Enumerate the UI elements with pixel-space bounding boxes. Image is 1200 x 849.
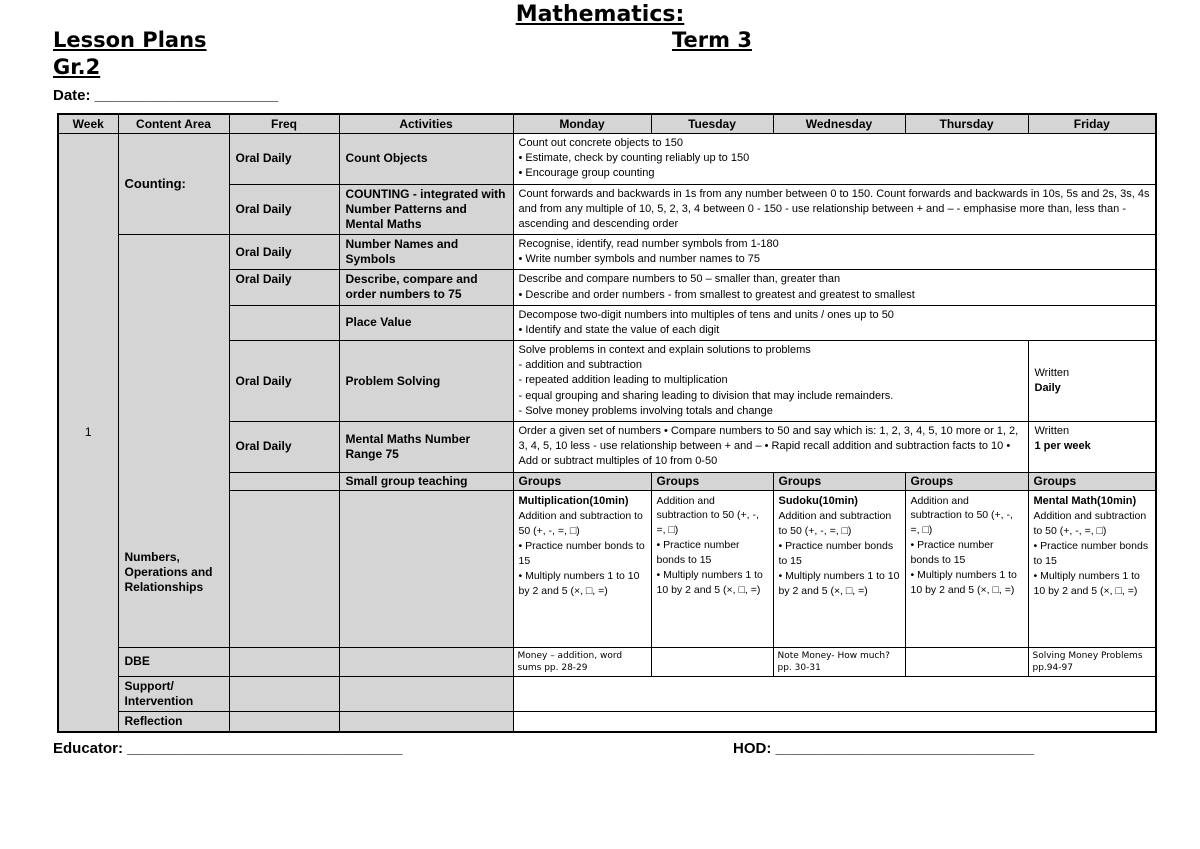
content-line: - repeated addition leading to multiplication [518,374,728,387]
freq-cell: Oral Daily [229,341,339,422]
content-area-numbers: Numbers, Operations and Relationships [118,235,229,648]
freq-cell: Oral Daily [229,235,339,270]
dbe-wednesday-cell: Note Money- How much? pp. 30-31 [773,647,905,676]
content-line: Addition and subtraction to 50 (+, -, =, □) [910,494,1013,537]
content-area-dbe: DBE [118,647,229,676]
content-line: • Multiply numbers 1 to 10 by 2 and 5 (×, □, =) [778,569,900,597]
day-content-cell [513,305,1156,340]
lesson-plan-table [57,113,1157,733]
activity-cell-empty [339,490,513,647]
content-line: • Estimate, check by counting reliably up to 150 [518,151,750,164]
freq-cell [229,676,339,711]
written-label: Written [1034,366,1070,379]
header-cell-friday: Friday [1028,114,1156,133]
content-line: • Practice number bonds to 15 [656,539,740,567]
dbe-friday-cell: Solving Money Problems pp.94-97 [1028,647,1156,676]
header-cell-wednesday: Wednesday [773,114,905,133]
friday-written-cell [1028,422,1156,473]
content-area-support: Support/ Intervention [118,676,229,711]
group-heading: Mental Math(10min) [1033,494,1137,507]
day-content-cell [513,270,1156,305]
freq-cell [229,472,339,490]
content-line: • Multiply numbers 1 to 10 by 2 and 5 (×, □, =) [1033,569,1140,597]
activity-problem-solving: Problem Solving [339,341,513,422]
lesson-plans-heading: Lesson Plans [53,28,207,52]
reflection-notes-cell [513,711,1156,732]
activity-mental-maths: Mental Maths Number Range 75 [339,422,513,473]
friday-written-cell [1028,341,1156,422]
table-row [58,711,1156,732]
content-line: Addition and subtraction to 50 (+, -, =, □) [1033,510,1147,538]
groups-header-thursday: Groups [905,472,1028,490]
header-cell-tuesday: Tuesday [651,114,773,133]
activity-number-names: Number Names and Symbols [339,235,513,270]
content-line: • Multiply numbers 1 to 10 by 2 and 5 (×, □, =) [518,569,640,597]
day-content-cell [513,184,1156,235]
group-cell-friday [1028,490,1156,647]
hod-signature-line: HOD: _______________________________ [733,740,1035,757]
content-line: Recognise, identify, read number symbols from 1-180 [518,238,779,251]
content-line: • Multiply numbers 1 to 10 by 2 and 5 (×, □, =) [656,569,763,596]
content-line: - addition and subtraction [518,359,643,372]
freq-cell [229,711,339,732]
group-cell-wednesday [773,490,905,647]
activity-counting-integrated: COUNTING - integrated with Number Patterns and Mental Maths [339,184,513,235]
activity-small-group-teaching: Small group teaching [339,472,513,490]
table-row [58,647,1156,676]
freq-cell [229,305,339,340]
term-heading: Term 3 [672,28,752,52]
header-cell-content-area: Content Area [118,114,229,133]
freq-cell [229,647,339,676]
day-content-cell [513,422,1028,473]
header-cell-week: Week [58,114,118,133]
activity-cell-empty [339,711,513,732]
dbe-tuesday-cell [651,647,773,676]
content-line: • Practice number bonds to 15 [518,539,645,567]
day-content-cell [513,235,1156,270]
activity-cell-empty [339,647,513,676]
written-frequency: 1 per week [1034,440,1091,453]
written-frequency: Daily [1034,382,1061,395]
header-cell-thursday: Thursday [905,114,1028,133]
grade-heading: Gr.2 [53,55,101,79]
content-line: • Practice number bonds to 15 [778,539,894,567]
content-line: - Solve money problems involving totals and change [518,404,773,417]
dbe-thursday-cell [905,647,1028,676]
group-cell-thursday [905,490,1028,647]
content-area-reflection: Reflection [118,711,229,732]
week-number-cell: 1 [58,133,118,732]
content-line: • Identify and state the value of each digit [518,323,720,336]
content-line: • Multiply numbers 1 to 10 by 2 and 5 (×, □, =) [910,569,1017,596]
table-row [58,133,1156,184]
header-cell-monday: Monday [513,114,651,133]
groups-header-tuesday: Groups [651,472,773,490]
group-cell-tuesday [651,490,773,647]
table-row [58,235,1156,270]
freq-cell: Oral Daily [229,133,339,184]
freq-cell: Oral Daily [229,270,339,305]
content-line: Addition and subtraction to 50 (+, -, =, □) [778,510,892,538]
content-line: Addition and subtraction to 50 (+, -, =, □) [656,494,759,537]
freq-cell [229,490,339,647]
content-line: Decompose two-digit numbers into multiples of tens and units / ones up to 50 [518,308,894,321]
header-cell-activities: Activities [339,114,513,133]
day-content-cell [513,133,1156,184]
content-area-counting: Counting: [118,133,229,235]
page-title: Mathematics: [515,2,685,27]
content-line: Addition and subtraction to 50 (+, -, =, □) [518,510,643,538]
content-line: Solve problems in context and explain solutions to problems [518,344,811,357]
freq-cell: Oral Daily [229,422,339,473]
support-notes-cell [513,676,1156,711]
content-line: • Describe and order numbers - from smallest to greatest and greatest to smallest [518,288,915,301]
day-content-cell [513,341,1028,422]
groups-header-friday: Groups [1028,472,1156,490]
educator-signature-line: Educator: _________________________________ [53,740,403,757]
activity-cell-empty [339,676,513,711]
table-header-row [58,114,1156,133]
content-line: • Encourage group counting [518,166,655,179]
content-line: Order a given set of numbers • Compare numbers to 50 and say which is: 1, 2, 3, 4, 5, 10 more or 1, 2, 3, 4, 5, 10 less - use relationship between + and – • Rapid recall addition and subtraction facts to 10 • Add or subtract multiples of 10 from 0-50 [518,425,1019,468]
date-line: Date: ______________________ [53,87,279,104]
groups-header-wednesday: Groups [773,472,905,490]
group-cell-monday [513,490,651,647]
content-line: Count out concrete objects to 150 [518,136,683,149]
activity-count-objects: Count Objects [339,133,513,184]
freq-cell: Oral Daily [229,184,339,235]
content-line: • Practice number bonds to 15 [1033,539,1149,567]
activity-place-value: Place Value [339,305,513,340]
content-line: • Practice number bonds to 15 [910,539,994,567]
content-line: - equal grouping and sharing leading to division that may include remainders. [518,389,894,402]
group-heading: Sudoku(10min) [778,494,858,507]
header-cell-freq: Freq [229,114,339,133]
groups-header-monday: Groups [513,472,651,490]
table-row [58,676,1156,711]
written-label: Written [1034,425,1070,438]
group-heading: Multiplication(10min) [518,494,629,507]
content-line: Count forwards and backwards in 1s from any number between 0 to 150. Count forwards and backwards in 10s, 5s and 2s, 3s, 4s and from any multiple of 10, 5, 2, 3, 4 between 0 - 150 - use relationship between + and – - emphasise more than, less than - ascending and descending order [518,187,1150,230]
content-line: • Write number symbols and number names to 75 [518,253,760,266]
dbe-monday-cell: Money – addition, word sums pp. 28-29 [513,647,651,676]
content-line: Describe and compare numbers to 50 – smaller than, greater than [518,273,841,286]
activity-describe-compare: Describe, compare and order numbers to 75 [339,270,513,305]
